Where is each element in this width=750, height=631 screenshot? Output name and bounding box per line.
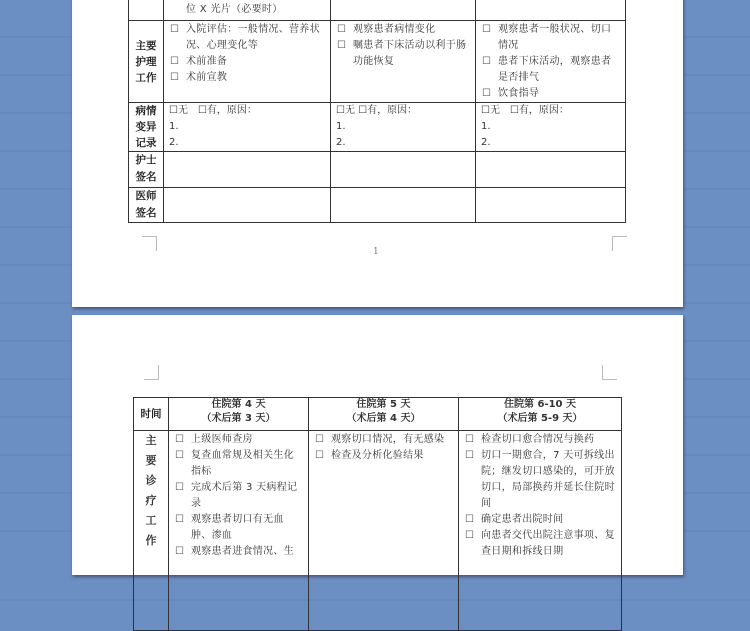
label-line: 护士 [135,154,157,166]
row-label-nurse-signature [129,152,164,188]
checkbox-icon[interactable]: ☐ [337,24,346,35]
checklist-item[interactable] [169,512,308,544]
checklist-text: 入院评估：一般情况、营养状况、心理变化等 [186,24,320,51]
checklist-text: 上级医师查房 [191,434,253,445]
label-char: 作 [145,534,157,547]
label-line: 签名 [135,171,157,183]
checklist-text: 复查血常规及相关生化指标 [191,450,294,477]
variance-line-2: 2. [169,137,179,148]
label-line: 签名 [135,207,157,219]
checklist-text: 饮食指导 [498,88,540,99]
checkbox-icon[interactable]: ☐ [170,24,179,35]
checklist-text: 检查切口愈合情况与换药 [481,434,595,445]
label-char: 要 [145,454,157,467]
checkbox-icon[interactable]: ☐ [482,56,491,67]
checklist-item[interactable] [459,448,621,512]
checklist-item[interactable] [169,480,308,512]
checklist-text: 向患者交代出院注意事项、复查日期和拆线日期 [481,530,615,557]
signature-cell[interactable] [164,188,331,223]
checklist-item[interactable] [164,22,330,54]
checklist-item[interactable] [164,54,330,70]
checklist-item[interactable] [459,432,621,448]
checkbox-icon[interactable]: ☐ [175,482,184,493]
signature-cell[interactable] [331,188,476,223]
variance-line-2: 2. [481,137,491,148]
checkbox-icon[interactable]: ☐ [175,450,184,461]
checklist-text: 观察患者切口有无血肿、渗血 [191,514,284,541]
header-day-6-10 [459,398,622,431]
table-cell [164,103,331,152]
checklist-item[interactable] [476,86,625,102]
margin-mark-bottom-left [142,236,157,251]
table-cell [331,0,476,21]
variance-line-1: 1. [169,121,179,132]
signature-cell[interactable] [331,152,476,188]
checklist-item[interactable] [309,448,458,464]
table-row-doctor-signature [129,188,626,223]
checklist-item[interactable] [476,54,625,86]
clinical-pathway-table-page1 [128,0,626,223]
label-char: 疗 [145,494,157,507]
label-line: 变异 [135,121,157,133]
table-row-main-treatment [134,431,622,631]
checklist-item[interactable] [169,544,308,560]
table-row-nurse-signature [129,152,626,188]
label-line: 工作 [135,71,157,84]
checklist-text: 嘱患者下床活动以利于肠功能恢复 [353,40,467,67]
header-line: 住院第 6-10 天 [504,399,576,410]
checkbox-icon[interactable]: ☐ [482,24,491,35]
header-line: （术后第 5-9 天） [497,413,583,424]
page-number: 1 [373,247,379,257]
margin-mark-bottom-right [612,236,627,251]
checklist-item[interactable] [459,528,621,560]
header-time-label: 时间 [134,398,169,431]
checklist-text: 术前宣教 [186,72,228,83]
checklist-text: 检查及分析化验结果 [331,450,424,461]
label-line: 护理 [135,55,157,68]
header-line: 住院第 4 天 [211,399,266,410]
checkbox-icon[interactable]: ☐ [175,546,184,557]
table-row-variance-record [129,103,626,152]
variance-line-1: 1. [481,121,491,132]
row-label-variance-record [129,103,164,152]
table-cell [331,103,476,152]
signature-cell[interactable] [164,152,331,188]
header-day-4 [169,398,309,431]
checklist-text: 确定患者出院时间 [481,514,564,525]
variance-choice[interactable]: ☐无 ☐有，原因： [481,105,569,116]
checklist-item[interactable] [169,432,308,448]
label-char: 工 [145,514,157,527]
margin-mark-top-right [602,365,617,380]
table-cell [476,0,626,21]
checkbox-icon[interactable]: ☐ [175,514,184,525]
table-cell [309,431,459,631]
variance-line-1: 1. [336,121,346,132]
label-char: 诊 [145,474,157,487]
checkbox-icon[interactable]: ☐ [170,56,179,67]
table-row-partial [129,0,626,21]
checklist-item[interactable] [331,38,475,70]
table-cell [476,103,626,152]
table-cell [331,21,476,103]
document-page-1 [72,0,683,307]
checklist-text: 切口一期愈合，7 天可拆线出院；继发切口感染的，可开放切口，局部换药并延长住院时间 [481,450,615,509]
checklist-item[interactable] [164,70,330,86]
checklist-item[interactable] [309,432,458,448]
checkbox-icon[interactable]: ☐ [315,450,324,461]
table-header-row [134,398,622,431]
variance-choice[interactable]: ☐无 ☐有，原因： [169,105,257,116]
table-cell [164,21,331,103]
checkbox-icon[interactable]: ☐ [465,434,474,445]
label-char: 主 [145,434,157,447]
label-line: 记录 [135,137,157,149]
table-cell [164,0,331,21]
document-page-2 [72,315,683,575]
header-line: （术后第 3 天） [201,413,276,424]
checkbox-icon[interactable]: ☐ [337,40,346,51]
checklist-text: 观察患者一般状况、切口情况 [498,24,612,51]
variance-line-2: 2. [336,137,346,148]
label-line: 主要 [135,39,157,52]
checkbox-icon[interactable]: ☐ [482,88,491,99]
checkbox-icon[interactable]: ☐ [170,72,179,83]
checkbox-icon[interactable]: ☐ [315,434,324,445]
row-label-nursing-work [129,21,164,103]
checklist-text: 完成术后第 3 天病程记录 [191,482,298,509]
checkbox-icon[interactable]: ☐ [465,514,474,525]
label-line: 医师 [135,190,157,202]
row-label-doctor-signature [129,188,164,223]
variance-choice[interactable]: ☐无 ☐有，原因： [336,105,418,116]
table-row-nursing-work [129,21,626,103]
table-cell [476,21,626,103]
cell-text: 位 X 光片（必要时） [186,4,283,15]
clinical-pathway-table-page2 [133,397,622,631]
table-cell [459,431,622,631]
signature-cell[interactable] [476,188,626,223]
checklist-text: 观察切口情况，有无感染 [331,434,445,445]
table-cell [169,431,309,631]
checklist-item[interactable] [331,22,475,38]
checklist-text: 术前准备 [186,56,228,67]
row-label-main-treatment [134,431,169,631]
header-line: 住院第 5 天 [356,399,411,410]
label-line: 病情 [135,105,157,117]
checklist-text: 观察患者病情变化 [353,24,436,35]
checkbox-icon[interactable]: ☐ [465,530,474,541]
checklist-item[interactable] [459,512,621,528]
header-day-5 [309,398,459,431]
signature-cell[interactable] [476,152,626,188]
checklist-item[interactable] [476,22,625,54]
margin-mark-top-left [144,365,159,380]
checkbox-icon[interactable]: ☐ [465,450,474,461]
row-label-cell [129,0,164,21]
checklist-text: 观察患者进食情况、生 [191,546,294,557]
header-line: （术后第 4 天） [346,413,421,424]
checkbox-icon[interactable]: ☐ [175,434,184,445]
checklist-item[interactable] [169,448,308,480]
checklist-text: 患者下床活动，观察患者是否排气 [498,56,612,83]
